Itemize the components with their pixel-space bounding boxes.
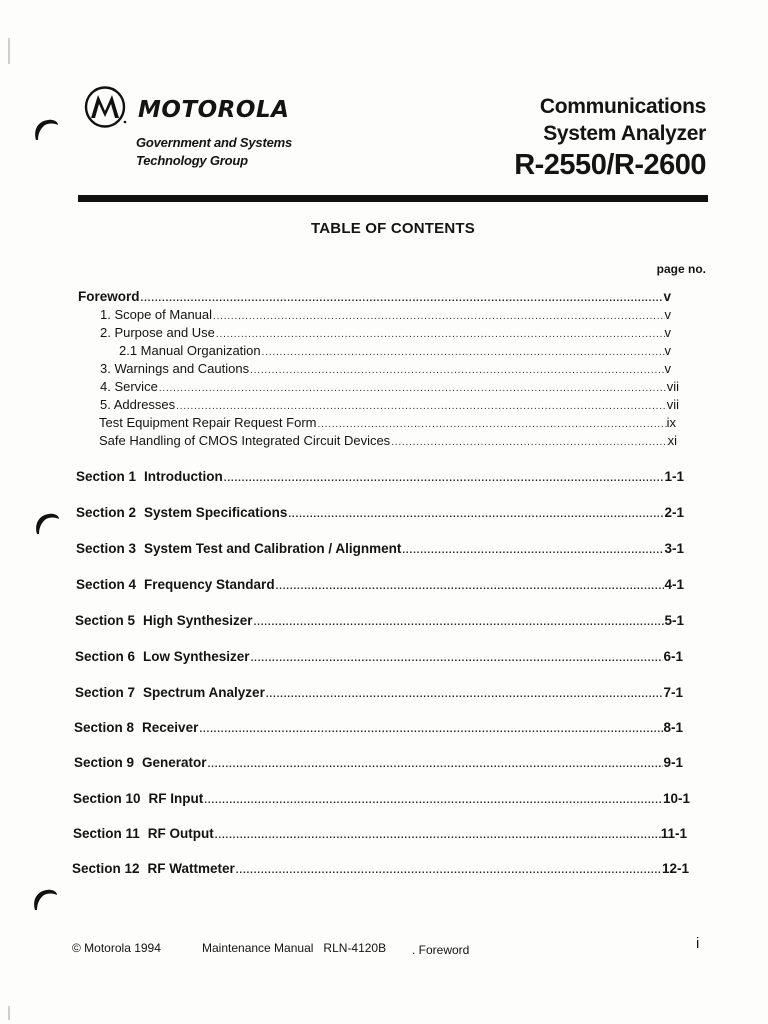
- toc-section-entry: [76, 541, 684, 559]
- toc-entry-page: v: [664, 361, 671, 376]
- punch-hole-mark: [29, 884, 59, 914]
- section-number: Section 2: [76, 505, 137, 520]
- product-title-block: [514, 93, 706, 182]
- toc-entry: [100, 361, 671, 379]
- section-title: RF Input: [148, 791, 204, 806]
- section-number: Section 3: [76, 541, 137, 556]
- section-number: Section 10: [73, 791, 141, 806]
- section-number: Section 7: [75, 685, 136, 700]
- toc-entry-label: 2.1 Manual Organization: [119, 343, 261, 358]
- section-title: Introduction: [144, 469, 223, 484]
- dot-leader: [287, 507, 664, 523]
- toc-entry: [100, 325, 671, 343]
- dot-leader: [390, 435, 667, 451]
- product-line: Communications: [539, 95, 706, 118]
- toc-entry-label: 2. Purpose and Use: [100, 325, 215, 340]
- section-title: Frequency Standard: [144, 577, 275, 592]
- toc-entry-page: 10-1: [662, 791, 690, 806]
- toc-entry-page: 5-1: [664, 613, 684, 628]
- dot-leader: [158, 381, 667, 397]
- section-title: RF Output: [147, 826, 214, 841]
- toc-entry-page: 1-1: [664, 469, 684, 484]
- product-line: System Analyzer: [543, 122, 706, 145]
- division-line: Technology Group: [136, 153, 248, 168]
- toc-section-label: [74, 720, 198, 736]
- dot-leader: [215, 327, 665, 343]
- dot-leader: [401, 543, 664, 559]
- toc-section-label: [76, 469, 223, 485]
- dot-leader: [253, 615, 665, 631]
- toc-entry-page: 3-1: [664, 541, 684, 556]
- model-number: R-2550/R-2600: [514, 149, 706, 181]
- toc-entry-label: 1. Scope of Manual: [100, 307, 213, 322]
- toc-section-entry: [76, 577, 684, 595]
- toc-entry-page: 11-1: [660, 826, 687, 841]
- toc-section-label: [74, 755, 207, 771]
- toc-entry-page: v: [663, 289, 671, 304]
- dot-leader: [214, 828, 661, 844]
- dot-leader: [140, 291, 664, 307]
- section-number: Section 9: [74, 755, 135, 770]
- section-title: Generator: [142, 755, 207, 770]
- dot-leader: [203, 793, 663, 809]
- section-title: RF Wattmeter: [147, 861, 235, 876]
- toc-entry: [119, 343, 671, 361]
- toc-entry-label: 4. Service: [100, 379, 158, 394]
- page-folio: i: [696, 935, 700, 952]
- toc-entry-label: 5. Addresses: [100, 397, 176, 412]
- section-title: System Specifications: [144, 505, 288, 520]
- scan-edge-mark: [8, 38, 10, 64]
- section-title: Receiver: [142, 720, 199, 735]
- toc-section-label: [75, 613, 253, 629]
- toc-section-label: [76, 577, 275, 593]
- toc-entry-page: vii: [666, 397, 679, 412]
- toc-section-entry: [74, 720, 683, 738]
- section-number: Section 4: [76, 577, 137, 592]
- toc-entry: [100, 397, 679, 415]
- section-number: Section 11: [73, 826, 140, 841]
- toc-section-entry: [73, 791, 690, 809]
- dot-leader: [250, 651, 664, 667]
- header-rule: [78, 195, 708, 202]
- toc-title: TABLE OF CONTENTS: [311, 220, 475, 237]
- dot-leader: [223, 471, 665, 487]
- section-title: High Synthesizer: [143, 613, 253, 628]
- section-number: Section 12: [72, 861, 140, 876]
- toc-section-entry: [75, 649, 683, 667]
- toc-entry-page: xi: [667, 433, 677, 448]
- dot-leader: [261, 345, 665, 361]
- toc-section-label: [72, 861, 235, 877]
- section-title: System Test and Calibration / Alignment: [144, 541, 402, 556]
- page-number-column-label: page no.: [656, 262, 706, 276]
- dot-leader: [175, 399, 667, 415]
- footer-copyright: © Motorola 1994: [72, 941, 161, 955]
- toc-entry-page: 8-1: [663, 720, 683, 735]
- toc-section-label: [76, 541, 401, 557]
- toc-entry-label: 3. Warnings and Cautions: [100, 361, 250, 376]
- toc-entry-label: Foreword: [78, 289, 140, 304]
- toc-entry: [78, 289, 671, 307]
- section-number: Section 8: [74, 720, 135, 735]
- motorola-batwing-icon: [84, 86, 128, 130]
- punch-hole-mark: [31, 508, 61, 538]
- toc-section-entry: [72, 861, 689, 879]
- section-title: Spectrum Analyzer: [143, 685, 265, 700]
- toc-section-entry: [73, 826, 687, 844]
- toc-entry-label: Test Equipment Repair Request Form: [99, 415, 317, 430]
- dot-leader: [212, 309, 664, 325]
- toc-entry-label: Safe Handling of CMOS Integrated Circuit Devices: [99, 433, 391, 448]
- toc-entry: [99, 415, 676, 433]
- toc-entry-page: v: [664, 325, 671, 340]
- section-number: Section 5: [75, 613, 136, 628]
- toc-section-entry: [75, 613, 684, 631]
- punch-hole-mark: [30, 114, 60, 144]
- toc-entry: [100, 379, 679, 397]
- brand-name: MOTOROLA: [138, 96, 290, 123]
- toc-entry: [99, 433, 677, 451]
- dot-leader: [265, 687, 664, 703]
- toc-entry-page: 9-1: [663, 755, 683, 770]
- toc-entry-page: v: [664, 307, 671, 322]
- dot-leader: [198, 722, 663, 738]
- dot-leader: [316, 417, 666, 433]
- toc-section-label: [73, 791, 203, 807]
- toc-entry-page: 2-1: [664, 505, 684, 520]
- toc-entry-page: 12-1: [661, 861, 689, 876]
- toc-section-label: [75, 685, 265, 701]
- dot-leader: [207, 757, 664, 773]
- toc-section-entry: [76, 505, 684, 523]
- division-line: Government and Systems: [136, 135, 292, 150]
- dot-leader: [249, 363, 664, 379]
- footer-manual-number: Maintenance Manual RLN-4120B: [202, 941, 387, 955]
- dot-leader: [275, 579, 665, 595]
- toc-section-entry: [75, 685, 683, 703]
- division-name: [136, 134, 292, 170]
- toc-section-label: [76, 505, 287, 521]
- toc-section-label: [73, 826, 214, 842]
- section-number: Section 1: [76, 469, 137, 484]
- toc-entry-page: 6-1: [663, 649, 683, 664]
- section-number: Section 6: [75, 649, 136, 664]
- toc-section-label: [75, 649, 250, 665]
- footer-part-name: . Foreword: [412, 943, 470, 957]
- toc-section-entry: [76, 469, 684, 487]
- toc-entry-page: 4-1: [664, 577, 684, 592]
- toc-entry-page: ix: [666, 415, 676, 430]
- toc-section-entry: [74, 755, 683, 773]
- company-logo-block: [84, 86, 292, 170]
- toc-entry-page: vii: [666, 379, 679, 394]
- toc-entry: [100, 307, 671, 325]
- section-title: Low Synthesizer: [143, 649, 250, 664]
- toc-entry-page: v: [664, 343, 671, 358]
- scan-edge-mark: [8, 1006, 10, 1020]
- toc-entry-page: 7-1: [663, 685, 683, 700]
- dot-leader: [235, 863, 662, 879]
